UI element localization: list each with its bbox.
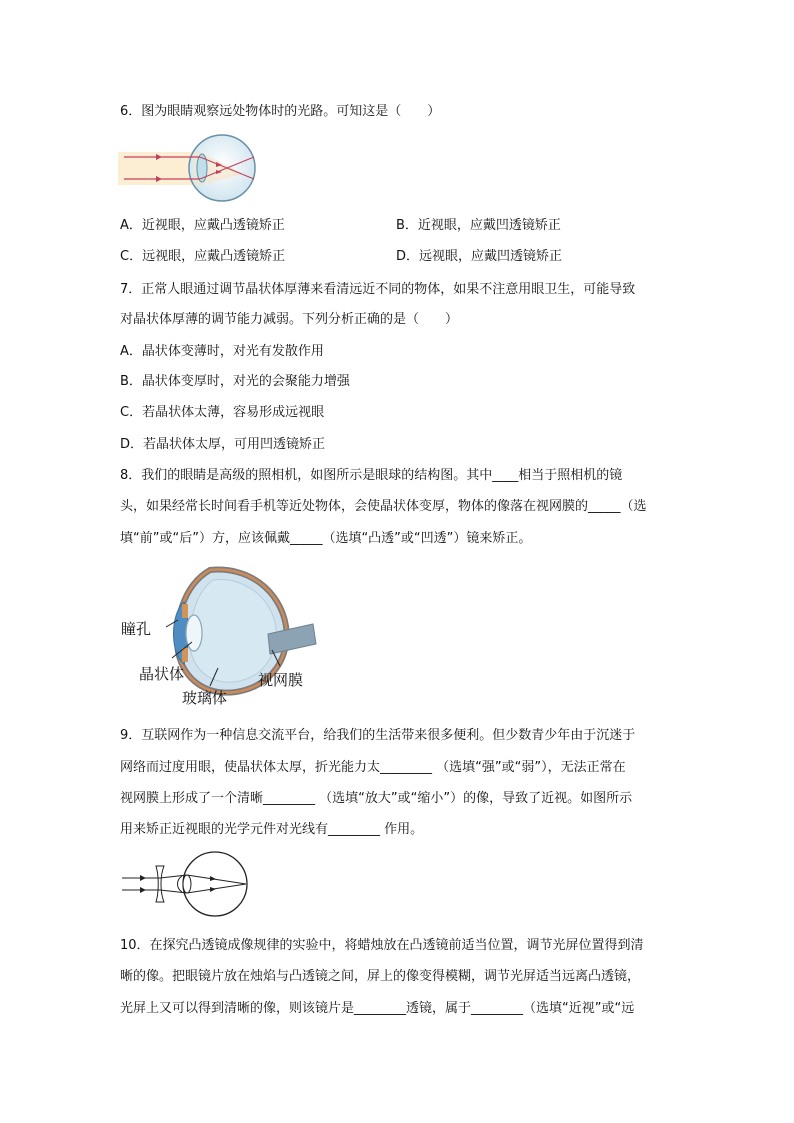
vitreous-label: 玻璃体: [182, 689, 228, 707]
q8-line-1: 8．我们的眼睛是高级的照相机，如图所示是眼球的结构图。其中____相当于照相机的镜: [120, 468, 623, 483]
q9-line-2: 网络而过度用眼，使晶状体太厚，折光能力太________ （选填“强”或“弱”），无法正常在: [120, 760, 626, 775]
q6-option-b[interactable]: B．近视眼，应戴凹透镜矫正: [396, 218, 561, 233]
q8-eyeball-structure-figure: [118, 562, 318, 710]
q8-line-3: 填“前”或“后”）方，应该佩戴_____（选填“凸透”或“凹透”）镜来矫正。: [120, 531, 532, 546]
q9-line-1: 9．互联网作为一种信息交流平台，给我们的生活带来很多便利。但少数青少年由于沉迷于: [120, 728, 636, 743]
q8-line-2: 头，如果经常长时间看手机等近处物体，会使晶状体变厚，物体的像落在视网膜的_____（选: [120, 499, 647, 514]
q6-eye-figure: [118, 130, 263, 206]
lens-label: 晶状体: [139, 665, 185, 683]
retina-label: 视网膜: [258, 671, 304, 689]
q6-stem: 6．图为眼睛观察远处物体时的光路。可知这是（ ）: [120, 104, 441, 119]
q10-line-2: 晰的像。把眼镜片放在烛焰与凸透镜之间，屏上的像变得模糊，调节光屏适当远离凸透镜，: [120, 969, 641, 984]
q6-option-c[interactable]: C．远视眼，应戴凸透镜矫正: [120, 249, 286, 264]
q9-concave-lens-correction-figure: [118, 848, 258, 918]
q6-option-a[interactable]: A．近视眼，应戴凸透镜矫正: [120, 218, 285, 233]
q7-stem-line-1: 7．正常人眼通过调节晶状体厚薄来看清远近不同的物体，如果不注意用眼卫生，可能导致: [120, 282, 636, 297]
q10-line-3: 光屏上又可以得到清晰的像，则该镜片是________透镜，属于________（选填“近视”或“远: [120, 1001, 635, 1016]
pupil-label: 瞳孔: [121, 620, 152, 638]
q7-option-c[interactable]: C．若晶状体太薄，容易形成远视眼: [120, 405, 325, 420]
q7-option-d[interactable]: D．若晶状体太厚，可用凹透镜矫正: [120, 437, 326, 452]
q7-stem-line-2: 对晶状体厚薄的调节能力减弱。下列分析正确的是（ ）: [120, 312, 459, 327]
q7-option-b[interactable]: B．晶状体变厚时，对光的会聚能力增强: [120, 374, 350, 389]
q9-line-3: 视网膜上形成了一个清晰________ （选填“放大”或“缩小”）的像，导致了近视。如图所示: [120, 791, 633, 806]
q9-line-4: 用来矫正近视眼的光学元件对光线有________ 作用。: [120, 822, 424, 837]
q6-option-d[interactable]: D．远视眼，应戴凹透镜矫正: [396, 249, 563, 264]
q10-line-1: 10．在探究凸透镜成像规律的实验中，将蜡烛放在凸透镜前适当位置，调节光屏位置得到清: [120, 938, 644, 953]
q7-option-a[interactable]: A．晶状体变薄时，对光有发散作用: [120, 344, 324, 359]
